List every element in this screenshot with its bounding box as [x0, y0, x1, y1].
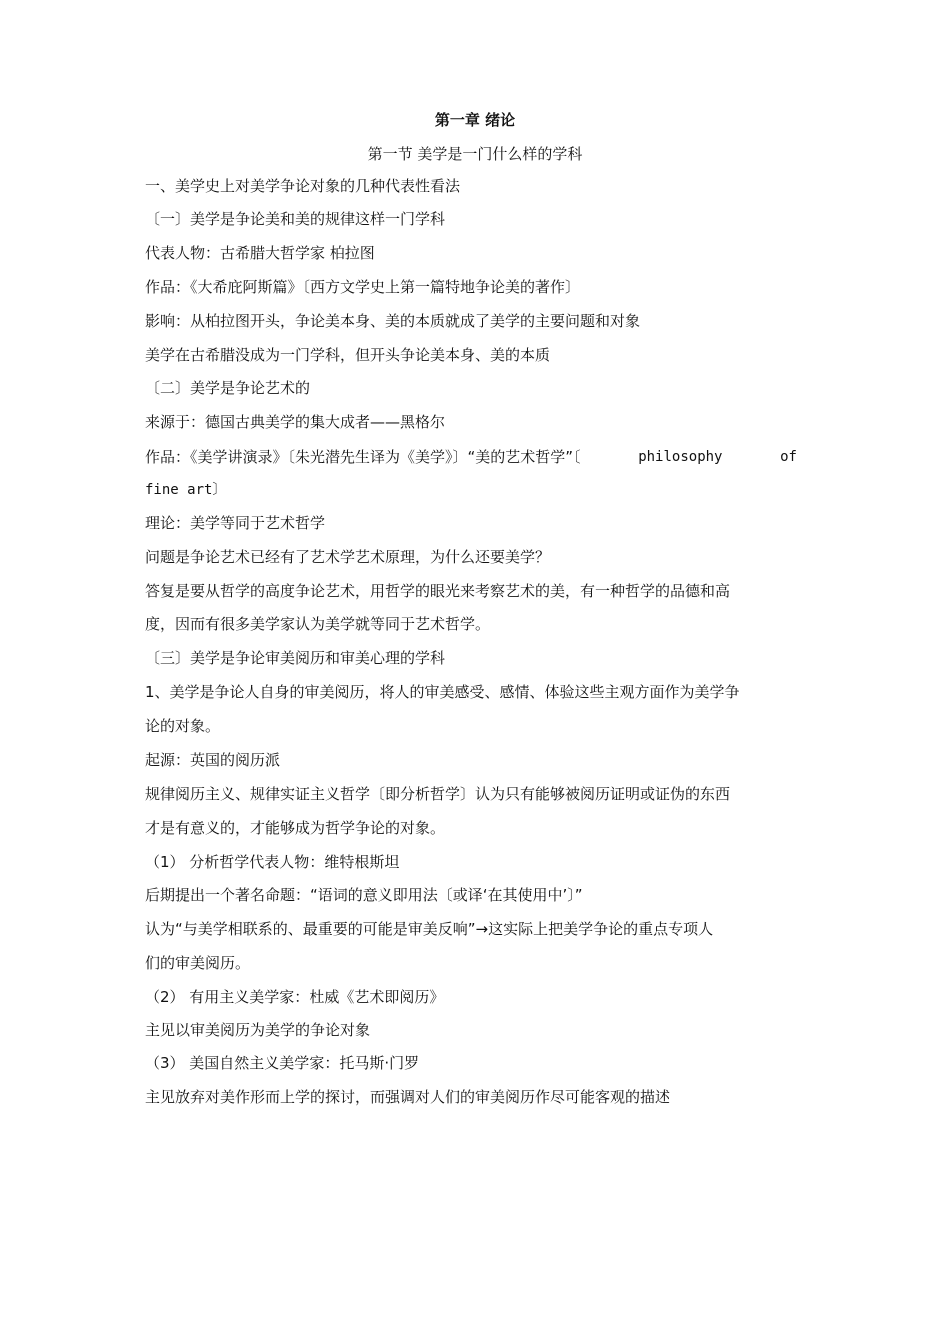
english-word: of: [780, 449, 797, 465]
body-line-english: fine art〕: [145, 482, 227, 498]
body-line: 理论：美学等同于艺术哲学: [145, 514, 326, 532]
body-line: 们的审美阅历。: [145, 954, 251, 972]
english-word: philosophy: [638, 449, 723, 465]
section-title: 第一节 美学是一门什么样的学科: [367, 145, 583, 163]
body-line: 规律阅历主义、规律实证主义哲学〔即分析哲学〕认为只有能够被阅历证明或证伪的东西: [145, 785, 731, 803]
body-line: 才是有意义的，才能够成为哲学争论的对象。: [145, 819, 446, 837]
works-text: 作品：《美学讲演录》〔朱光潜先生译为《美学》〕“美的艺术哲学”〔: [145, 448, 581, 466]
body-line: 认为“与美学相联系的、最重要的可能是审美反响”→这实际上把美学争论的重点专项人: [145, 920, 714, 938]
body-line: 度，因而有很多美学家认为美学就等同于艺术哲学。: [145, 615, 491, 633]
subheading-line: 〔三〕美学是争论审美阅历和审美心理的学科: [145, 649, 446, 667]
body-line: 主见放弃对美作形而上学的探讨，而强调对人们的审美阅历作尽可能客观的描述: [145, 1088, 671, 1106]
subheading-line: 〔二〕美学是争论艺术的: [145, 379, 311, 397]
body-line-mixed: [145, 447, 797, 467]
body-line: 1、美学是争论人自身的审美阅历，将人的审美感受、感情、体验这些主观方面作为美学争: [145, 683, 740, 701]
subheading-line: 〔一〕美学是争论美和美的规律这样一门学科: [145, 210, 446, 228]
heading-line: 一、美学史上对美学争论对象的几种代表性看法: [145, 177, 461, 195]
body-line: （3） 美国自然主义美学家：托马斯·门罗: [145, 1054, 420, 1072]
body-line: （1） 分析哲学代表人物：维特根斯坦: [145, 853, 400, 871]
body-line: 作品：《大希庇阿斯篇》〔西方文学史上第一篇特地争论美的著作〕: [145, 278, 581, 296]
body-line: 论的对象。: [145, 717, 221, 735]
body-line: 主见以审美阅历为美学的争论对象: [145, 1021, 371, 1039]
body-line: 起源：英国的阅历派: [145, 751, 281, 769]
body-line: 代表人物：古希腊大哲学家 柏拉图: [145, 244, 375, 262]
body-line: 美学在古希腊没成为一门学科，但开头争论美本身、美的本质: [145, 346, 551, 364]
body-line: 问题是争论艺术已经有了艺术学艺术原理，为什么还要美学？: [145, 548, 551, 566]
body-line: 答复是要从哲学的高度争论艺术，用哲学的眼光来考察艺术的美，有一种哲学的品德和高: [145, 582, 731, 600]
body-line: 后期提出一个著名命题：“语词的意义即用法〔或译‘在其使用中’〕”: [145, 886, 583, 904]
body-line: （2） 有用主义美学家：杜威《艺术即阅历》: [145, 988, 445, 1006]
body-line: 影响：从柏拉图开头，争论美本身、美的本质就成了美学的主要问题和对象: [145, 312, 641, 330]
chapter-title: 第一章 绪论: [434, 111, 516, 129]
body-line: 来源于：德国古典美学的集大成者——黑格尔: [145, 413, 446, 431]
